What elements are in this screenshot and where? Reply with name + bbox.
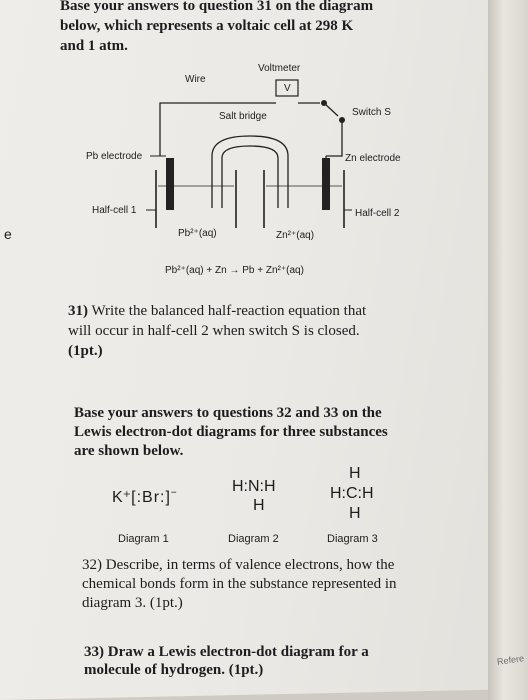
voltaic-cell-diagram xyxy=(80,58,420,228)
q31-number: 31) xyxy=(68,303,88,319)
q32-line-1: 32) Describe, in terms of valence electrons, how the xyxy=(82,557,395,573)
switch-arm xyxy=(324,103,338,116)
zn-solution-label: Zn²⁺(aq) xyxy=(276,230,315,241)
lewis-intro-line-2: Lewis electron-dot diagrams for three substances xyxy=(74,424,388,440)
intro-line-2: below, which represents a voltaic cell at 298 K xyxy=(60,18,354,34)
diagram-3-bottom: H xyxy=(349,505,361,522)
diagram-1-caption: Diagram 1 xyxy=(118,533,169,545)
half-cell-1-label: Half-cell 1 xyxy=(92,205,137,216)
diagram-2-caption: Diagram 2 xyxy=(228,533,279,545)
cell-equation: Pb²⁺(aq) + Zn → Pb + Zn²⁺(aq) xyxy=(165,265,304,276)
diagram-3-middle: H:C:H xyxy=(330,485,374,502)
diagram-1-charge: − xyxy=(170,487,177,499)
voltmeter-symbol: V xyxy=(284,83,291,94)
q33-line-2: molecule of hydrogen. (1pt.) xyxy=(84,662,264,678)
pb-electrode-label: Pb electrode xyxy=(86,151,143,162)
diagram-3-caption: Diagram 3 xyxy=(327,533,378,545)
diagram-3-top: H xyxy=(349,465,361,482)
voltmeter-label: Voltmeter xyxy=(258,63,301,74)
lewis-intro-line-3: are shown below. xyxy=(74,443,184,459)
q31-points: (1pt.) xyxy=(68,343,103,359)
q32-line-3: diagram 3. (1pt.) xyxy=(82,595,183,611)
q31-line-1 xyxy=(68,302,366,320)
wire-switch-down xyxy=(326,120,342,156)
q33-line-1: 33) Draw a Lewis electron-dot diagram for a xyxy=(84,644,369,660)
intro-line-3: and 1 atm. xyxy=(60,38,128,54)
pb-electrode xyxy=(166,158,174,210)
salt-bridge-outer xyxy=(212,136,288,208)
diagram-2-top: H:N:H xyxy=(232,478,276,495)
intro-line-1: Base your answers to question 31 on the diagram xyxy=(60,0,374,14)
pb-solution-label: Pb²⁺(aq) xyxy=(178,228,217,239)
q31-line-2: will occur in half-cell 2 when switch S is closed. xyxy=(68,323,360,339)
half-cell-2-label: Half-cell 2 xyxy=(355,208,400,219)
zn-electrode-label: Zn electrode xyxy=(345,153,401,164)
q31-text-1: Write the balanced half-reaction equation that xyxy=(91,303,367,319)
beaker-2 xyxy=(264,170,344,228)
switch-label: Switch S xyxy=(352,107,391,118)
page-stack-edge xyxy=(488,0,528,700)
wire-label: Wire xyxy=(185,74,206,85)
diagram-2-bottom: H xyxy=(253,497,265,514)
diagram-1-anion: [:Br:] xyxy=(131,489,171,506)
salt-bridge-inner xyxy=(222,146,278,208)
diagram-1-cation: K⁺ xyxy=(112,489,132,506)
salt-bridge-label: Salt bridge xyxy=(219,111,267,122)
margin-letter: e xyxy=(4,226,12,242)
edge-note: Refere xyxy=(496,653,525,667)
lewis-intro-line-1: Base your answers to questions 32 and 33 on the xyxy=(74,405,382,421)
diagram-1 xyxy=(112,487,177,507)
zn-electrode xyxy=(322,158,330,210)
q32-line-2: chemical bonds form in the substance represented in xyxy=(82,576,397,592)
